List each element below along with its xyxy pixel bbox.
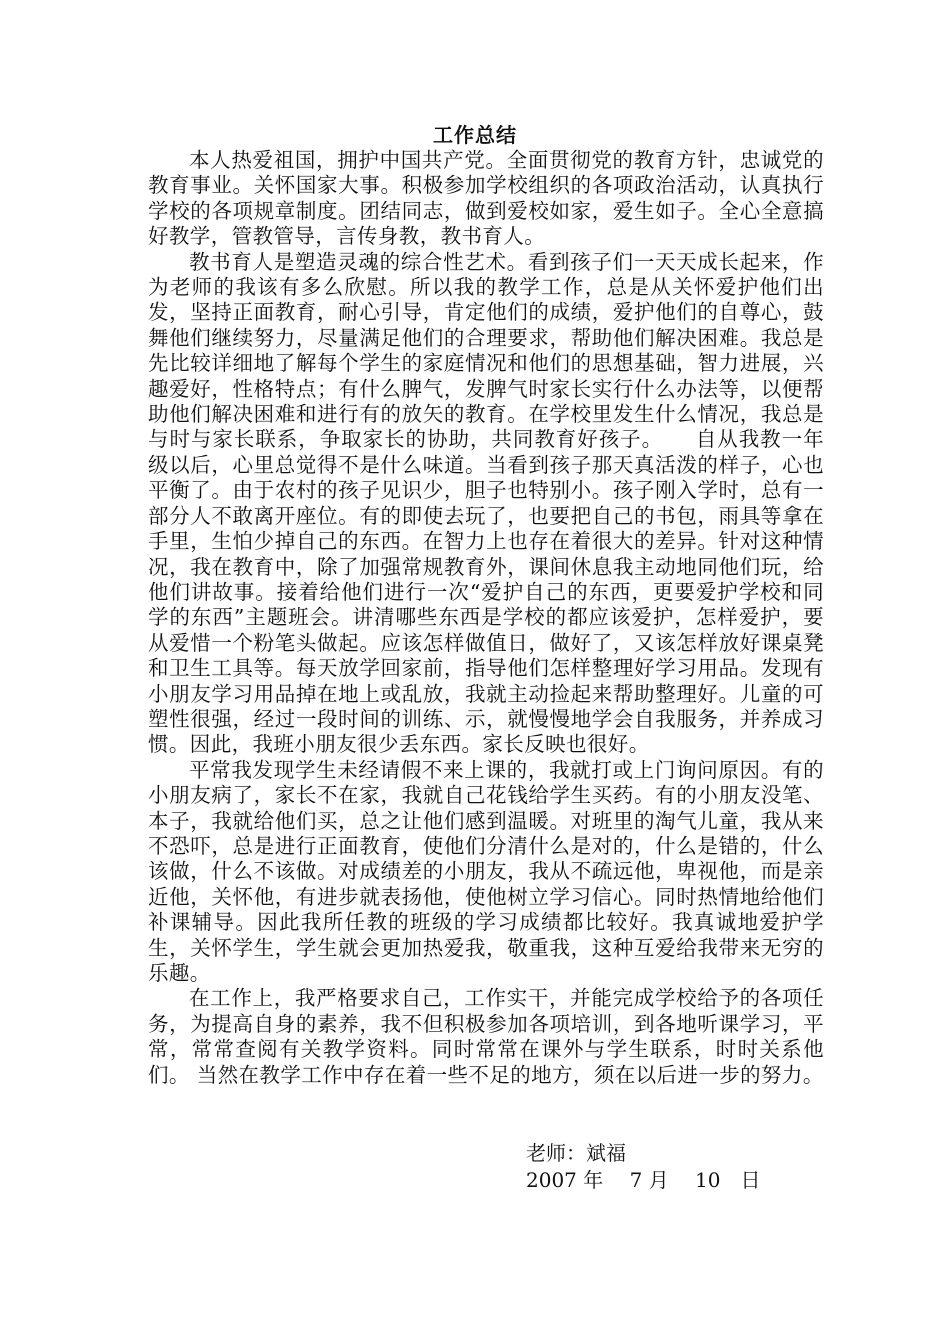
signature-date: 2007 年 7 月 10 日	[526, 1168, 761, 1192]
document-title: 工作总结	[433, 123, 517, 147]
signature-block	[526, 1140, 761, 1194]
paragraph-1: 本人热爱祖国，拥护中国共产党。全面贯彻党的教育方针，忠诚党的教育事业。关怀国家大事。积极参加学校组织的各项政治活动，认真执行学校的各项规章制度。团结同志，做到爱校如家，爱生如子。全心全意搞好教学，管教管导，言传身教，教书育人。	[148, 148, 824, 249]
document-body	[148, 148, 824, 1088]
paragraph-3: 平常我发现学生未经请假不来上课的，我就打或上门询问原因。有的小朋友病了，家长不在家，我就自己花钱给学生买药。有的小朋友没笔、本子，我就给他们买，总之让他们感到温暖。对班里的淘气儿童，我从来不恐吓，总是进行正面教育，使他们分清什么是对的，什么是错的，什么该做，什么不该做。对成绩差的小朋友，我从不疏远他，卑视他，而是亲近他，关怀他，有进步就表扬他，使他树立学习信心。同时热情地给他们补课辅导。因此我所任教的班级的学习成绩都比较好。我真诚地爱护学生，关怀学生，学生就会更加热爱我，敬重我，这种互爱给我带来无穷的乐趣。	[148, 757, 824, 985]
paragraph-2: 教书育人是塑造灵魂的综合性艺术。看到孩子们一天天成长起来，作为老师的我该有多么欣慰。所以我的教学工作，总是从关怀爱护他们出发，坚持正面教育，耐心引导，肯定他们的成绩，爱护他们的自尊心，鼓舞他们继续努力，尽量满足他们的合理要求，帮助他们解决困难。我总是先比较详细地了解每个学生的家庭情况和他们的思想基础，智力进展，兴趣爱好，性格特点；有什么脾气，发脾气时家长实行什么办法等，以便帮助他们解决困难和进行有的放矢的教育。在学校里发生什么情况，我总是与时与家长联系，争取家长的协助，共同教育好孩子。 自从我教一年级以后，心里总觉得不是什么味道。当看到孩子那天真活泼的样子，心也平衡了。由于农村的孩子见识少，胆子也特别小。孩子刚入学时，总有一部分人不敢离开座位。有的即使去玩了，也要把自己的书包，雨具等拿在手里，生怕少掉自己的东西。在智力上也存在着很大的差异。针对这种情况，我在教育中，除了加强常规教育外，课间休息我主动地同他们玩，给他们讲故事。接着给他们进行一次“爱护自己的东西，更要爱护学校和同学的东西”主题班会。讲清哪些东西是学校的都应该爱护，怎样爱护，要从爱惜一个粉笔头做起。应该怎样做值日，做好了，又该怎样放好课桌凳和卫生工具等。每天放学回家前，指导他们怎样整理好学习用品。发现有小朋友学习用品掉在地上或乱放，我就主动捡起来帮助整理好。儿童的可塑性很强，经过一段时间的训练、示，就慢慢地学会自我服务，并养成习惯。因此，我班小朋友很少丢东西。家长反映也很好。	[148, 249, 824, 757]
teacher-signature: 老师：斌福	[526, 1141, 626, 1165]
paragraph-4: 在工作上，我严格要求自己，工作实干，并能完成学校给予的各项任务，为提高自身的素养，我不但积极参加各项培训，到各地听课学习，平常，常常查阅有关教学资料。同时常常在课外与学生联系，时时关系他 们。 当然在教学工作中存在着一些不足的地方，须在以后进一步的努力。	[148, 986, 824, 1087]
